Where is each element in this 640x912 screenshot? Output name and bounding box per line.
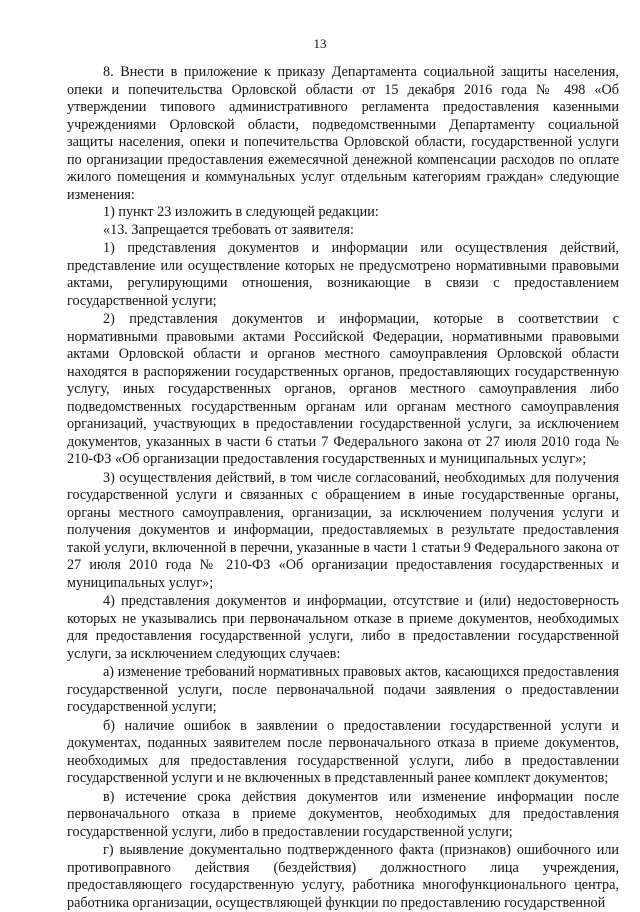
paragraph-clause-13-heading: «13. Запрещается требовать от заявителя: xyxy=(103,221,354,238)
paragraph-subitem-4: 4) представления документов и информации, отсутствие и (или) недостоверность которых не указывались при первоначальном отказе в приеме документов, необходимых для предоставления государственной услуги, либо в предоставлении государственной услуги, за исключением следующих случаев: xyxy=(67,593,619,662)
paragraph-case-g: г) выявление документально подтвержденного факта (признаков) ошибочного или противоправного действия (бездействия) должностного лица учреждения, предоставляющего государственную услугу, работника многофункционального центра, работника организации, осуществляющей функции по предоставлению государственной xyxy=(67,842,619,911)
paragraph-case-v: в) истечение срока действия документов или изменение информации после первоначального отказа в приеме документов, необходимых для предоставления государственной услуги, либо в предоставлении государственной услуги; xyxy=(67,788,619,840)
paragraph-case-a: а) изменение требований нормативных правовых актов, касающихся предоставления государственной услуги, после первоначальной подачи заявления о предоставлении государственной услуги; xyxy=(67,664,619,715)
document-body xyxy=(67,64,619,912)
paragraph-subitem-3: 3) осуществления действий, в том числе согласований, необходимых для получения государственной услуги и связанных с обращением в иные государственные органы, органы местного самоуправления, организации, за исключением получения услуги и получения документов и информации, предоставляемых в результате предоставления такой услуги, включенной в перечни, указанные в части 1 статьи 9 Федерального закона от 27 июля 2010 года № 210-ФЗ «Об организации предоставления государственных и муниципальных услуг»; xyxy=(67,469,619,591)
paragraph-case-b: б) наличие ошибок в заявлении о предоставлении государственной услуги и документах, поданных заявителем после первоначального отказа в приеме документов, необходимых для предоставления государственной услуги, либо в предоставлении государственной услуги и не включенных в представленный ранее комплект документов; xyxy=(67,717,619,786)
paragraph-subitem-1: 1) представления документов и информации или осуществления действий, представление или осуществление которых не предусмотрено нормативными правовыми актами, регулирующими отношения, возникающие в связи с предоставлением государственной услуги; xyxy=(67,240,619,309)
paragraph-amendment-intro: 8. Внести в приложение к приказу Департамента социальной защиты населения, опеки и попечительства Орловской области от 15 декабря 2016 года № 498 «Об утверждении типового административного регламента предоставления казенными учреждениями Орловской области, подведомственными Департаменту социальной защиты населения, опеки и попечительства Орловской области, государственной услуги по организации предоставления ежемесячной денежной компенсации расходов по оплате жилого помещения и коммунальных услуг отдельным категориям граждан» следующие изменения: xyxy=(67,64,619,203)
paragraph-subitem-2: 2) представления документов и информации, которые в соответствии с нормативными правовыми актами Российской Федерации, нормативными правовыми актами Орловской области и органов местного самоуправления Орловской области находятся в распоряжении государственных органов, предоставляющих государственную услугу, иных государственных органов, органов местного самоуправления либо подведомственных государственным органам или органам местного самоуправления организаций, участвующих в предоставлении государственной услуги, за исключением документов, указанных в части 6 статьи 7 Федерального закона от 27 июля 2010 года № 210-ФЗ «Об организации предоставления государственных и муниципальных услуг»; xyxy=(67,311,619,467)
page-number: 13 xyxy=(313,36,327,51)
paragraph-item-1-intro: 1) пункт 23 изложить в следующей редакции: xyxy=(103,204,379,220)
